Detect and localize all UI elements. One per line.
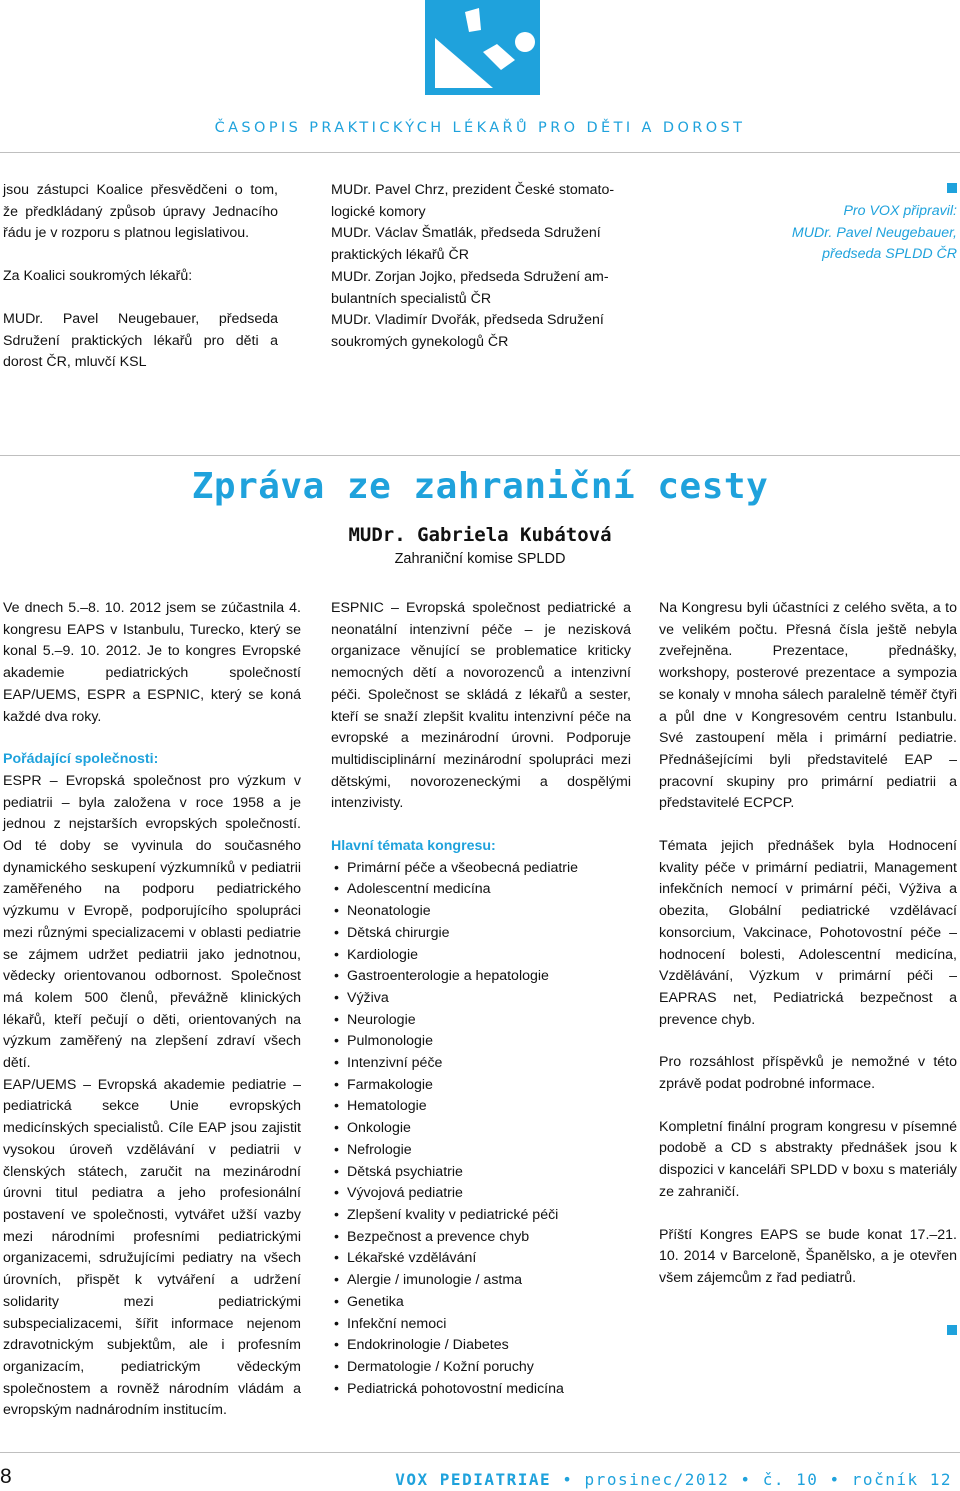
- footer-divider: [0, 1452, 960, 1453]
- list-item: • Neurologie: [331, 1010, 631, 1032]
- journal-logo: [425, 0, 540, 95]
- top-column-1: [3, 180, 278, 374]
- prepared-by-label: Pro VOX připravil:: [843, 203, 957, 219]
- article-column-3: [659, 598, 957, 1290]
- bullet-icon: •: [829, 1470, 841, 1489]
- list-item: • Gastroenterologie a hepatologie: [331, 966, 631, 988]
- espr-paragraph: ESPR – Evropská společnost pro výzkum v pediatrii – byla založena v roce 1958 a je jednou z nejstarších evropských společností. Od té doby se vyvinula do současného dynamického seskupení výzkumníků v pediatrii zaměřeného na podporu pediatrického výzkumu v Evropě, podporujícího spolupráci mezi různými specializacemi v oblasti pediatrie se zájmem udržet pediatrii jako jednotnou, vědecky orientovanou odbornost. Společnost má kolem 500 členů, převážně klinických lékařů, kteří pečují o děti, orientovaných na výzkum zaměřený na zlepšení zdraví všech dětí.: [3, 772, 301, 1072]
- footer-journal: VOX PEDIATRIAE: [395, 1470, 552, 1489]
- prepared-by-name: MUDr. Pavel Neugebauer,: [791, 224, 957, 241]
- list-item: • Primární péče a všeobecná pediatrie: [331, 858, 631, 880]
- organizers-heading: Pořádající společnosti:: [3, 751, 159, 768]
- signatory-line: MUDr. Vladimír Dvořák, předseda Sdružení: [331, 312, 604, 329]
- article-title: Zpráva ze zahraniční cesty: [191, 466, 769, 507]
- list-item: • Onkologie: [331, 1118, 631, 1140]
- body-paragraph: Témata jejich přednášek byla Hodnocení kvality péče v primární pediatrii, Management infekčních nemocí v primární péči, Výživa a obezita, Globální pediatrické vzdělávací konsorcium, Vakcinace, Pohotovostní péče – hodnocení bolesti, Adolescentní medicína, Vzdělávání, Výzkum v primární péči – EAPRAS net, Pediatrická bezpečnost a prevence chyb.: [659, 838, 957, 1028]
- list-item: • Výživa: [331, 988, 631, 1010]
- bullet-icon: •: [562, 1470, 574, 1489]
- list-item: • Nefrologie: [331, 1140, 631, 1162]
- list-item: • Adolescentní medicína: [331, 879, 631, 901]
- body-paragraph: Pro rozsáhlost příspěvků je nemožné v této zprávě podat podrobné informace.: [659, 1054, 957, 1093]
- list-item: • Kardiologie: [331, 945, 631, 967]
- section-divider: [0, 455, 960, 456]
- topics-heading: Hlavní témata kongresu:: [331, 838, 496, 855]
- top-paragraph: MUDr. Pavel Neugebauer, předseda Sdružení praktických lékařů pro děti a dorost ČR, mluvčí KSL: [3, 310, 278, 371]
- article-affiliation: Zahraniční komise SPLDD: [394, 551, 566, 567]
- article-author: MUDr. Gabriela Kubátová: [348, 524, 612, 546]
- intro-paragraph: Ve dnech 5.–8. 10. 2012 jsem se zúčastnila 4. kongresu EAPS v Istanbulu, Turecko, který se konal 5.–9. 10. 2012. Je to kongres Evropské akademie pediatrických společností EAP/UEMS, ESPR a ESPNIC, který se koná každé dva roky.: [3, 600, 301, 725]
- article-end-square-icon: [947, 1325, 957, 1335]
- footer-issue: prosinec/2012: [584, 1470, 730, 1489]
- footer-number: č. 10: [762, 1470, 819, 1489]
- prepared-by-role: předseda SPLDD ČR: [822, 246, 957, 263]
- list-item: • Alergie / imunologie / astma: [331, 1270, 631, 1292]
- top-paragraph: jsou zástupci Koalice přesvědčeni o tom, že předkládaný způsob úpravy Jednacího řádu je v rozporu s platnou legislativou.: [3, 182, 278, 242]
- list-item: • Genetika: [331, 1292, 631, 1314]
- signatory-line: bulantních specialistů ČR: [331, 290, 492, 307]
- list-item: • Dětská chirurgie: [331, 923, 631, 945]
- logo-figure-icon: [425, 0, 540, 95]
- list-item: • Bezpečnost a prevence chyb: [331, 1227, 631, 1249]
- header-divider: [0, 152, 960, 153]
- signatory-line: praktických lékařů ČR: [331, 247, 469, 264]
- page-number: 8: [0, 1465, 12, 1488]
- signatory-line: logické komory: [331, 203, 426, 220]
- signatory-line: MUDr. Pavel Chrz, prezident České stomato-: [331, 182, 615, 198]
- signatory-line: MUDr. Václav Šmatlák, předseda Sdružení: [331, 225, 601, 242]
- journal-running-header: ČASOPIS PRAKTICKÝCH LÉKAŘŮ PRO DĚTI A DOROST: [214, 120, 746, 136]
- espnic-paragraph: ESPNIC – Evropská společnost pediatrické a neonatální intenzivní péče – je nezisková organizace věnující se problematice kriticky nemocných dětí a novorozenců a intenzivní péči. Společnost se skládá z lékařů a sester, kteří se snaží zlepšit kvalitu intenzivní péče na evropské a mezinárodní úrovni. Podporuje multidisciplinární mezinárodní spolupráci mezi dětskými, novorozeneckými a dospělými intenzivisty.: [331, 600, 631, 812]
- list-item: • Dětská psychiatrie: [331, 1162, 631, 1184]
- list-item: • Lékařské vzdělávání: [331, 1248, 631, 1270]
- list-item: • Intenzivní péče: [331, 1053, 631, 1075]
- top-column-2: [331, 180, 631, 354]
- article-column-1: [3, 598, 301, 1422]
- footer-year: ročník 12: [851, 1470, 952, 1489]
- bullet-icon: •: [740, 1470, 752, 1489]
- prepared-by: [700, 201, 957, 266]
- signatory-line: MUDr. Zorjan Jojko, předseda Sdružení am-: [331, 268, 609, 285]
- list-item: • Neonatologie: [331, 901, 631, 923]
- list-item: • Pediatrická pohotovostní medicína: [331, 1379, 631, 1401]
- signatory-line: soukromých gynekologů ČR: [331, 333, 509, 350]
- list-item: • Endokrinologie / Diabetes: [331, 1335, 631, 1357]
- article-column-2: [331, 598, 631, 1400]
- list-item: • Zlepšení kvality v pediatrické péči: [331, 1205, 631, 1227]
- body-paragraph: Na Kongresu byli účastníci z celého světa, a to ve velikém počtu. Přesná čísla ještě nebyla zveřejněna. Prezentace, přednášky, workshopy, posterové prezentace a sympozia se konaly v mnoha sálech paralelně téměř čtyři a půl dne v Kongresovém centru Istanbulu. Své zastoupení měla i primární pediatrie. Přednášejícími byli představitelé EAP – pracovní skupiny pro primární pediatrii a představitelé ECPCP.: [659, 600, 957, 812]
- list-item: • Dermatologie / Kožní poruchy: [331, 1357, 631, 1379]
- end-square-icon: [947, 183, 957, 193]
- top-paragraph: Za Koalici soukromých lékařů:: [3, 268, 193, 285]
- footer-info: [395, 1470, 952, 1489]
- topics-list: [331, 858, 631, 1401]
- eap-paragraph: EAP/UEMS – Evropská akademie pediatrie – pediatrická sekce Unie evropských medicínských specialistů. Cíle EAP jsou zajistit vysokou úroveň vzdělávání v pediatrii v členských státech, zaručit na mezinárodní úrovni titul pediatra a jeho profesionální postavení ve společnosti, vytvářet užší vazby mezi národními profesními pediatrickými organizacemi, sdružujícími pediatry na všech úrovních, přispět k vytváření a udržení solidarity mezi pediatrickými subspecializacemi, šířit informace nejenom zdravotnickým subjektům, ale i profesním organizacím, pediatrickým vědeckým společnostem a rovněž národním vládám a evropským nadnárodním institucím.: [3, 1076, 301, 1419]
- body-paragraph: Kompletní finální program kongresu v písemné podobě a CD s abstrakty přednášek jsou k dispozici v kanceláři SPLDD v boxu s materiály ze zahraničí.: [659, 1118, 957, 1200]
- list-item: • Vývojová pediatrie: [331, 1183, 631, 1205]
- list-item: • Pulmonologie: [331, 1031, 631, 1053]
- list-item: • Hematologie: [331, 1096, 631, 1118]
- list-item: • Infekční nemoci: [331, 1314, 631, 1336]
- body-paragraph: Příští Kongres EAPS se bude konat 17.–21. 10. 2014 v Barceloně, Španělsko, a je otevřen všem zájemcům z řad pediatrů.: [659, 1226, 957, 1286]
- list-item: • Farmakologie: [331, 1075, 631, 1097]
